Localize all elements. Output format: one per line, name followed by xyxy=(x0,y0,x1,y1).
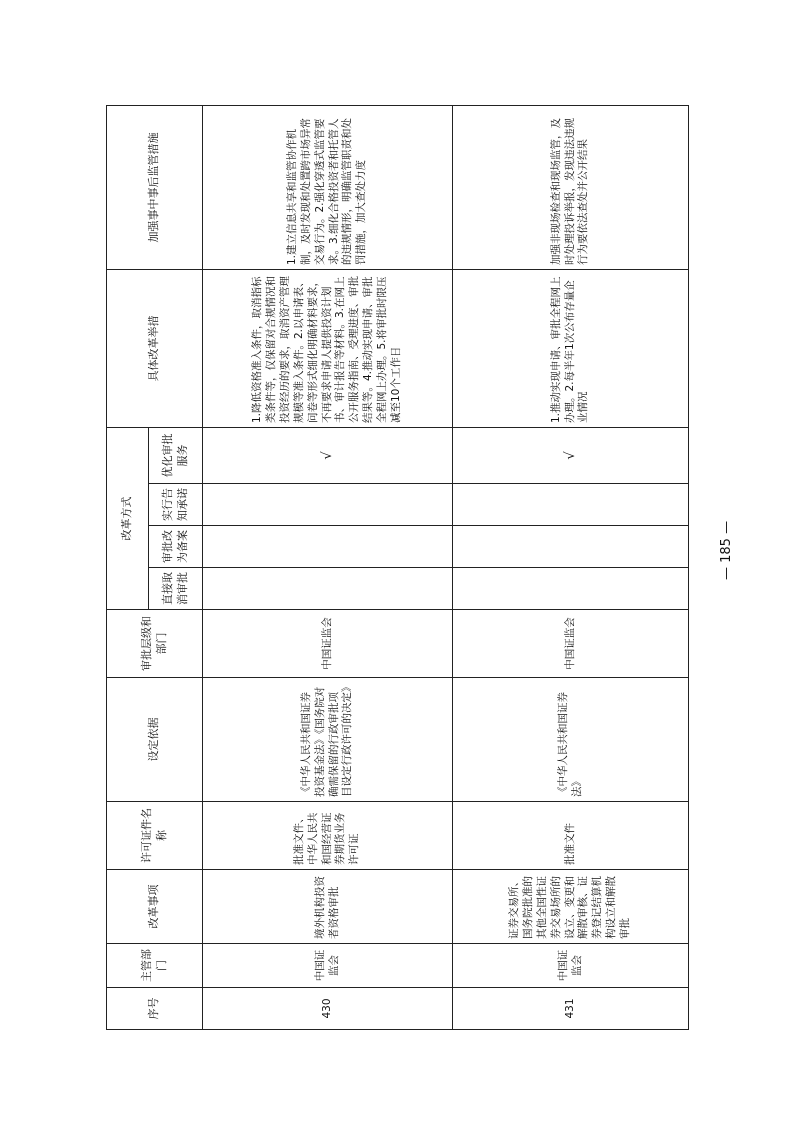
header-dept: 主管部门 xyxy=(107,944,203,988)
header-license: 许可证件名称 xyxy=(107,802,203,870)
header-level: 审批层级和部门 xyxy=(107,610,203,678)
header-seq: 序号 xyxy=(107,988,203,1030)
row-seq: 430 xyxy=(203,988,453,1030)
row-basis: 《中华人民共和国证券法》 xyxy=(453,678,689,802)
reform-table xyxy=(106,105,689,1030)
row-item: 境外机构投资者资格审批 xyxy=(203,870,453,944)
rotated-page xyxy=(106,106,688,1030)
header-measures: 具体改革举措 xyxy=(107,270,203,428)
row-dept: 中国证监会 xyxy=(453,944,689,988)
header-row-1 xyxy=(107,106,149,1030)
header-method-notify: 实行告知承诺 xyxy=(149,484,203,526)
header-method: 改革方式 xyxy=(107,428,149,610)
row-basis: 《中华人民共和国证券投资基金法》《国务院对确需保留的行政审批项目设定行政许可的决定》 xyxy=(203,678,453,802)
header-method-filing: 审批改为备案 xyxy=(149,526,203,568)
row-method-cancel xyxy=(203,568,453,610)
row-dept: 中国证监会 xyxy=(203,944,453,988)
row-method-optimize: √ xyxy=(453,428,689,484)
row-method-notify xyxy=(203,484,453,526)
row-license: 批准文件、中华人民共和国经营证券期货业务许可证 xyxy=(203,802,453,870)
header-method-cancel: 直接取消审批 xyxy=(149,568,203,610)
row-supervision: 1.建立信息共享和监管协作机制，及时发现和处置跨市场异常交易行为。2.强化穿透式监管要求。3.细化合格投资者和托管人的违规情形，明确监管职责和处罚措施，加大查处力度 xyxy=(203,106,453,270)
header-supervision: 加强事中事后监管措施 xyxy=(107,106,203,270)
header-method-optimize: 优化审批服务 xyxy=(149,428,203,484)
row-level: 中国证监会 xyxy=(203,610,453,678)
row-method-filing xyxy=(453,526,689,568)
row-method-optimize: √ xyxy=(203,428,453,484)
header-basis: 设定依据 xyxy=(107,678,203,802)
row-license: 批准文件 xyxy=(453,802,689,870)
row-method-cancel xyxy=(453,568,689,610)
row-measures: 1.降低资格准入条件，取消指标类条件等，仅保留对合规情况和投资经历的要求，取消资产管理规模等准入条件。2.以申请表、问卷等形式细化明确材料要求，不再要求申请人提供投资计划书、审计报告等材料。3.在网上公开服务指南、受理进度、审批结果等。4.推动实现申请、审批全程网上办理。5.将审批时限压减至10个工作日 xyxy=(203,270,453,428)
row-supervision: 加强非现场检查和现场监管，及时处理投诉举报，发现违法违规行为要依法查处并公开结果 xyxy=(453,106,689,270)
row-measures: 1.推动实现申请、审批全程网上办理。2.每半年1次公布存量企业情况 xyxy=(453,270,689,428)
table-row xyxy=(203,106,453,1030)
header-item: 改革事项 xyxy=(107,870,203,944)
row-method-notify xyxy=(453,484,689,526)
page-number: — 185 — xyxy=(719,520,734,580)
table-row xyxy=(453,106,689,1030)
row-item: 证券交易所、国务院批准的其他全国性证券交易场所的设立、变更和解散审核、证券登记结算机构设立和解散审批 xyxy=(453,870,689,944)
row-method-filing xyxy=(203,526,453,568)
row-level: 中国证监会 xyxy=(453,610,689,678)
row-seq: 431 xyxy=(453,988,689,1030)
